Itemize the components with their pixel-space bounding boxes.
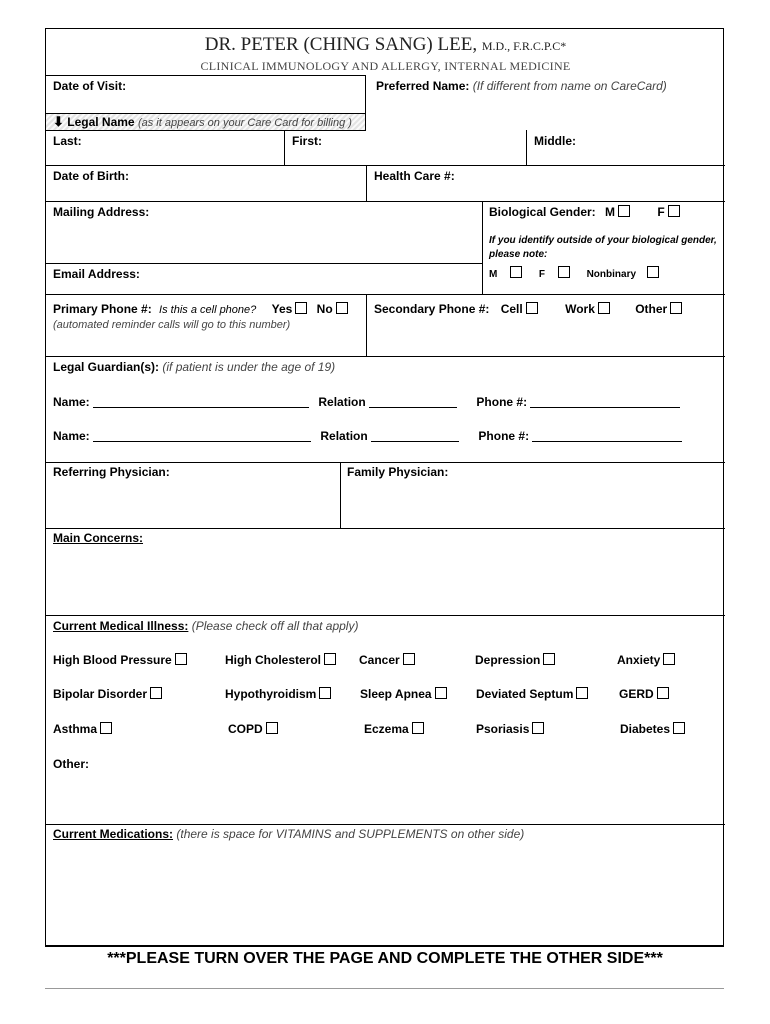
checkbox-icon[interactable] [324, 653, 336, 665]
doctor-title [46, 34, 725, 56]
identity-nonbinary-checkbox[interactable] [647, 266, 659, 278]
guardian-row-2: Name: Relation Phone #: [53, 429, 682, 443]
identity-f-checkbox[interactable] [558, 266, 570, 278]
checkbox-icon[interactable] [576, 687, 588, 699]
illness-high-cholesterol[interactable]: High Cholesterol [225, 653, 336, 667]
mailing-address-field[interactable]: Mailing Address: [53, 205, 150, 219]
illness-other-field[interactable]: Other: [53, 757, 89, 771]
email-address-field[interactable]: Email Address: [53, 267, 140, 281]
cell-yes-checkbox[interactable] [295, 302, 307, 314]
health-care-number-field[interactable]: Health Care #: [374, 169, 455, 183]
legal-name-heading: ⬇ Legal Name (as it appears on your Care Card for billing ) [53, 114, 352, 129]
checkbox-icon[interactable] [663, 653, 675, 665]
illness-asthma[interactable]: Asthma [53, 722, 112, 736]
guardian-2-name-blank[interactable] [93, 441, 311, 442]
medical-illness-heading: Current Medical Illness: (Please check off all that apply) [53, 619, 359, 633]
doctor-specialty: CLINICAL IMMUNOLOGY AND ALLERGY, INTERNAL MEDICINE [200, 59, 571, 73]
illness-gerd[interactable]: GERD [619, 687, 669, 701]
turn-over-notice: ***PLEASE TURN OVER THE PAGE AND COMPLETE THE OTHER SIDE*** [107, 950, 663, 967]
illness-copd[interactable]: COPD [228, 722, 278, 736]
illness-hypothyroidism[interactable]: Hypothyroidism [225, 687, 331, 701]
secondary-phone-row: Secondary Phone #: Cell Work Other [374, 302, 682, 316]
illness-depression[interactable]: Depression [475, 653, 555, 667]
arrow-down-icon: ⬇ [53, 114, 64, 129]
guardian-1-phone-blank[interactable] [530, 407, 680, 408]
first-name-field[interactable]: First: [292, 134, 322, 148]
family-physician-field[interactable]: Family Physician: [347, 465, 449, 479]
form-bottom-border [45, 945, 724, 947]
reminder-note: (automated reminder calls will go to this number) [53, 319, 291, 331]
illness-sleep-apnea[interactable]: Sleep Apnea [360, 687, 447, 701]
doctor-name: DR. PETER (CHING SANG) LEE, [204, 34, 478, 55]
date-of-birth-field[interactable]: Date of Birth: [53, 169, 129, 183]
illness-psoriasis[interactable]: Psoriasis [476, 722, 544, 736]
current-medications-field[interactable]: Current Medications: (there is space for VITAMINS and SUPPLEMENTS on other side) [53, 827, 525, 841]
doctor-credentials: M.D., F.R.C.P.C* [481, 39, 567, 53]
illness-cancer[interactable]: Cancer [359, 653, 415, 667]
gender-identity-options: M F Nonbinary [489, 266, 659, 280]
main-concerns-field[interactable]: Main Concerns: [53, 531, 144, 545]
guardian-1-relation-blank[interactable] [369, 407, 457, 408]
referring-physician-field[interactable]: Referring Physician: [53, 465, 170, 479]
secondary-cell-checkbox[interactable] [526, 302, 538, 314]
middle-name-field[interactable]: Middle: [534, 134, 576, 148]
secondary-other-checkbox[interactable] [670, 302, 682, 314]
date-of-visit-label: Date of Visit: [53, 79, 127, 93]
checkbox-icon[interactable] [175, 653, 187, 665]
checkbox-icon[interactable] [435, 687, 447, 699]
checkbox-icon[interactable] [412, 722, 424, 734]
illness-anxiety[interactable]: Anxiety [617, 653, 675, 667]
last-name-field[interactable]: Last: [53, 134, 82, 148]
secondary-work-checkbox[interactable] [598, 302, 610, 314]
preferred-name-label: Preferred Name: (If different from name on CareCard) [376, 79, 667, 93]
checkbox-icon[interactable] [100, 722, 112, 734]
illness-bipolar-disorder[interactable]: Bipolar Disorder [53, 687, 162, 701]
checkbox-icon[interactable] [532, 722, 544, 734]
illness-eczema[interactable]: Eczema [364, 722, 424, 736]
guardian-2-phone-blank[interactable] [532, 441, 682, 442]
checkbox-icon[interactable] [657, 687, 669, 699]
legal-guardian-heading: Legal Guardian(s): (if patient is under the age of 19) [53, 360, 336, 374]
intake-form [45, 28, 724, 946]
checkbox-icon[interactable] [266, 722, 278, 734]
illness-diabetes[interactable]: Diabetes [620, 722, 685, 736]
page-divider [45, 988, 724, 989]
guardian-2-relation-blank[interactable] [371, 441, 459, 442]
cell-no-checkbox[interactable] [336, 302, 348, 314]
checkbox-icon[interactable] [543, 653, 555, 665]
gender-m-checkbox[interactable] [618, 205, 630, 217]
checkbox-icon[interactable] [150, 687, 162, 699]
biological-gender-row: Biological Gender: M F [489, 205, 680, 219]
gender-f-checkbox[interactable] [668, 205, 680, 217]
identity-m-checkbox[interactable] [510, 266, 522, 278]
checkbox-icon[interactable] [673, 722, 685, 734]
checkbox-icon[interactable] [319, 687, 331, 699]
guardian-row-1: Name: Relation Phone #: [53, 395, 680, 409]
checkbox-icon[interactable] [403, 653, 415, 665]
illness-high-blood-pressure[interactable]: High Blood Pressure [53, 653, 187, 667]
primary-phone-row: Primary Phone #: Is this a cell phone? Yes No [53, 302, 348, 316]
guardian-1-name-blank[interactable] [93, 407, 309, 408]
illness-deviated-septum[interactable]: Deviated Septum [476, 687, 588, 701]
gender-identity-note: If you identify outside of your biological gender, please note: [489, 235, 717, 260]
